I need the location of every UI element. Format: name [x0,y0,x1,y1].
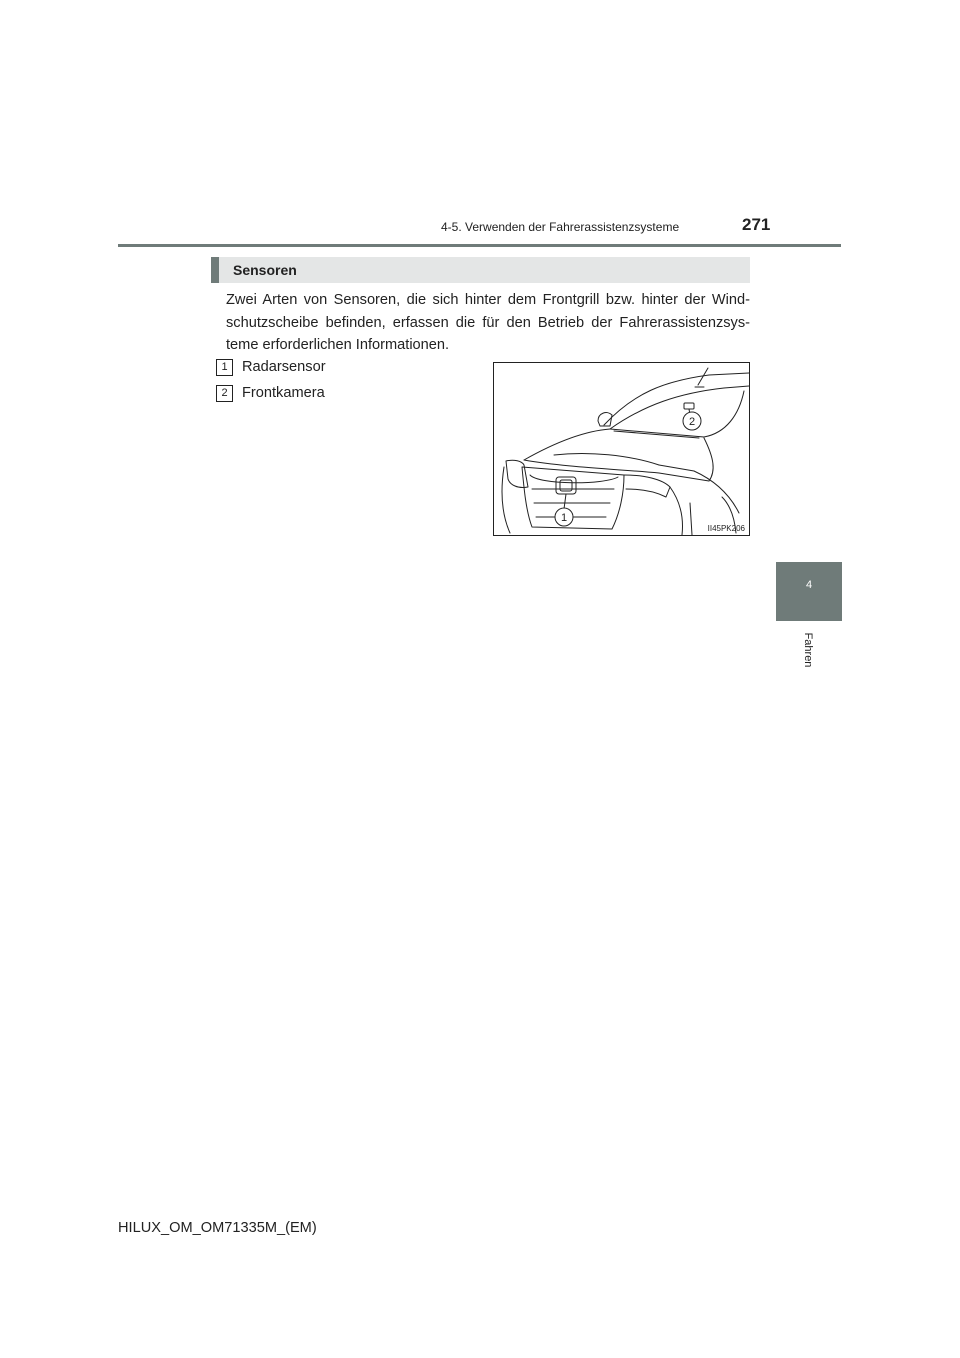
legend-number-1: 1 [216,359,233,376]
chapter-label: Fahren [802,632,814,668]
legend-label-2: Frontkamera [242,385,325,401]
vehicle-front-illustration [494,363,749,535]
chapter-tab[interactable] [776,562,842,621]
page-number: 271 [742,215,771,234]
section-heading-bar [211,257,750,283]
chapter-number: 4 [805,579,813,591]
callout-1-label: 1 [560,512,568,524]
figure-code: II45PK206 [707,524,745,533]
legend-number-2: 2 [216,385,233,402]
callout-2-label: 2 [688,416,696,428]
footer-doc-code: HILUX_OM_OM71335M_(EM) [118,1220,317,1236]
section-title: Sensoren [233,262,297,278]
section-body-text: Zwei Arten von Sensoren, die sich hinter dem Frontgrill bzw. hinter der Wind-schutzscheibe befinden, erfassen die für den Betrieb der Fahrerassistenzsys-teme erforderlichen Informationen. [226,292,750,353]
vehicle-sensor-figure [493,362,750,536]
header-divider [118,244,841,247]
legend-label-1: Radarsensor [242,359,326,375]
header-section-title: 4-5. Verwenden der Fahrerassistenzsysteme [441,220,680,234]
